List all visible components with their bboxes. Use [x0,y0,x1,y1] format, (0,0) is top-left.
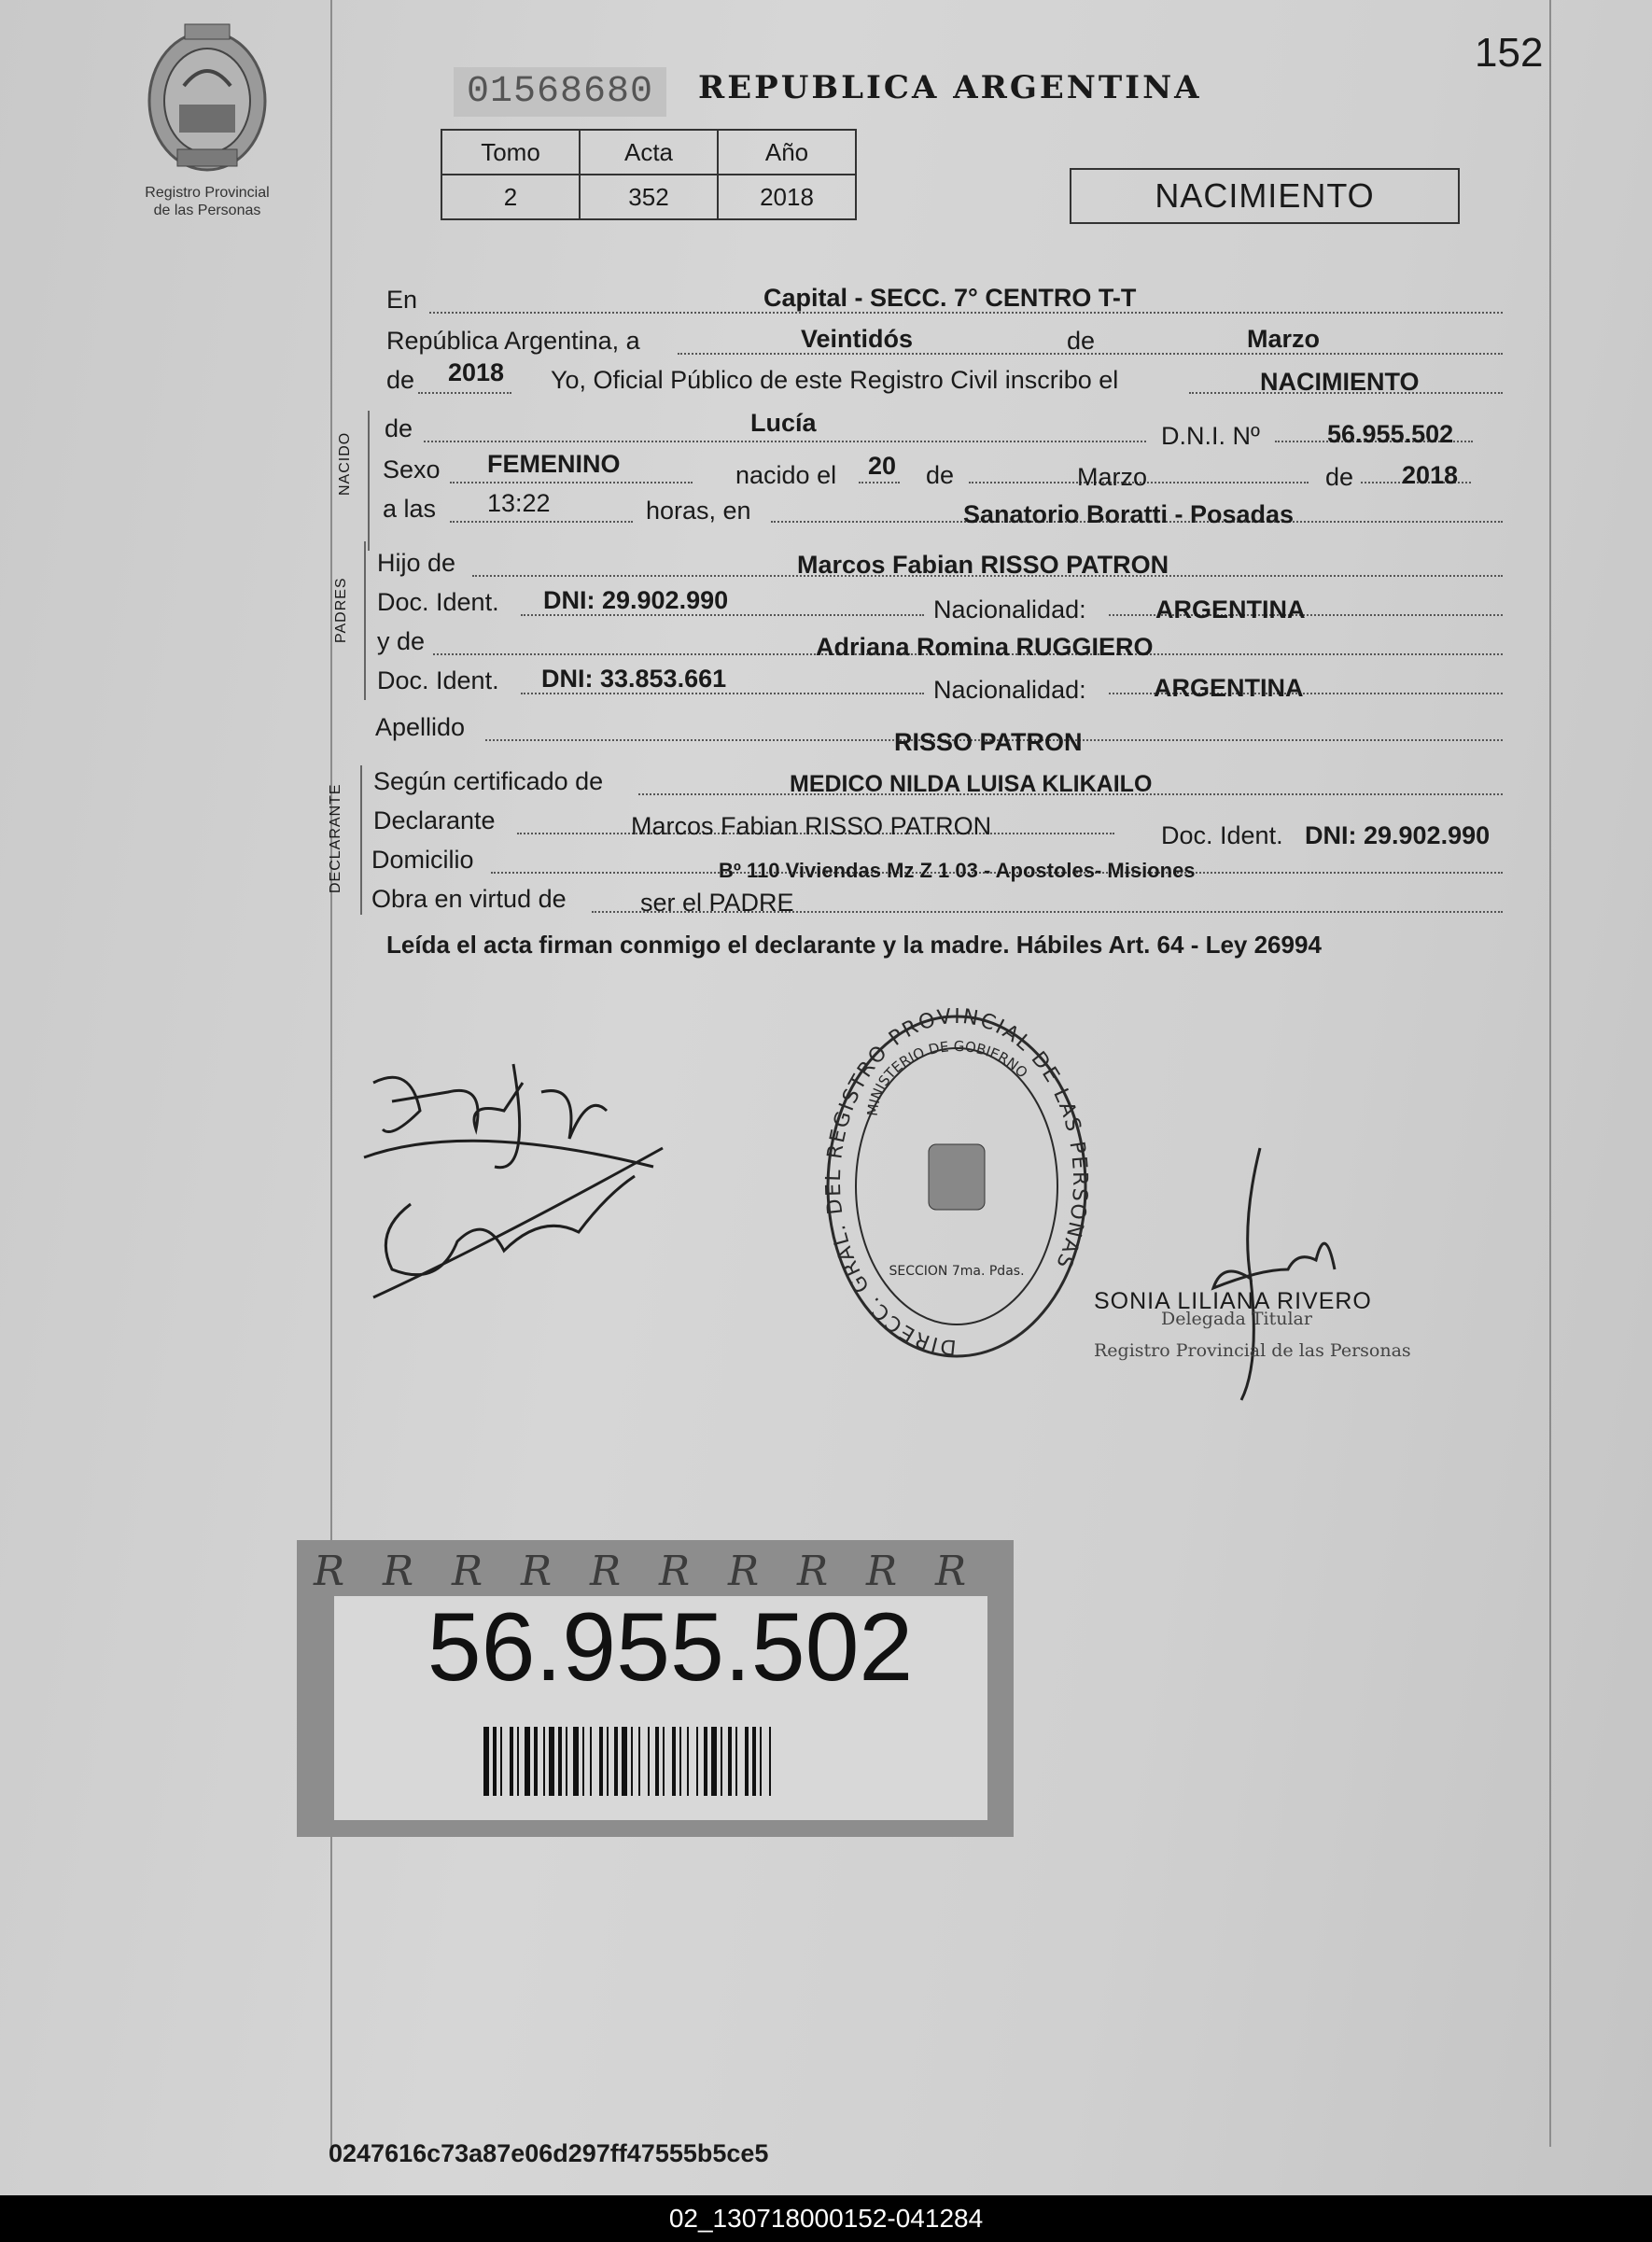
month: Marzo [1247,325,1321,353]
barcode-bar [549,1727,554,1796]
logo-caption [133,184,282,219]
barcode-bar [663,1727,665,1796]
register-table [441,129,857,220]
birth-month: Marzo [1077,463,1148,491]
barcode-bar [711,1727,717,1796]
register-table-header [441,130,856,175]
sticker-pattern-letter: R [383,1548,414,1595]
event: NACIMIENTO [1260,368,1420,396]
sticker-pattern-letter: R [935,1548,967,1595]
republica-label: República Argentina, a [386,327,640,355]
dotted-line [859,482,900,483]
child-dni: 56.955.502 [1327,420,1454,448]
barcode-bar [599,1727,603,1796]
nacido-label: nacido el [735,461,837,489]
barcode-bar [510,1727,513,1796]
record-type-box: NACIMIENTO [1070,168,1460,224]
dotted-line [424,441,1146,442]
barcode-bar [622,1727,627,1796]
seal-outer-text: DIRECC. GRAL. DEL REGISTRO PROVINCIAL DE LAS PERSONAS [821,1004,1092,1359]
sticker-graphic [297,1540,1014,1837]
seal-inner-text: MINISTERIO DE GOBIERNO [863,1037,1031,1117]
barcode-bar [517,1727,519,1796]
yde-label: y de [377,627,426,655]
coat-of-arms-icon [133,19,282,179]
official-seal [821,1004,1092,1368]
barcode-bar [704,1727,707,1796]
row-inscripcion [381,358,1510,399]
right-margin-line [1549,0,1551,2147]
officer-office: Registro Provincial de las Personas [1094,1340,1411,1361]
seal-emblem-icon [929,1144,985,1210]
barcode-bar [483,1727,489,1796]
de-label: de [1067,327,1096,355]
dni-label: D.N.I. Nº [1161,422,1260,450]
declarant-signature [355,1027,672,1307]
birth-de-label: de [926,461,955,489]
barcode-bar [687,1727,689,1796]
apellido-value: RISSO PATRON [894,728,1083,756]
registry-logo [133,19,282,219]
cert-value: MEDICO NILDA LUISA KLIKAILO [790,771,1153,797]
barcode-bar [543,1727,545,1796]
cert-label: Según certificado de [373,767,604,795]
section-label-padres: PADRES [333,577,349,643]
birth-time: 13:22 [487,489,551,517]
row-apellido [375,709,1510,756]
row-madre [377,624,1510,661]
name-de-label: de [385,414,413,442]
barcode-bar [582,1727,584,1796]
closing-statement: Leída el acta firman conmigo el declarante y la madre. Hábiles Art. 64 - Ley 26994 [386,931,1322,959]
register-table-values [441,175,856,219]
father-name: Marcos Fabian RISSO PATRON [797,551,1169,579]
barcode-bar [607,1727,609,1796]
row-obra [371,881,1510,918]
year-de-label: de [386,366,415,394]
barcode-bar [769,1727,771,1796]
sexo-value: FEMENINO [487,450,621,478]
barcode-bar [745,1727,749,1796]
row-en [381,282,1510,319]
seal-section-text: SECCION 7ma. Pdas. [889,1264,1025,1279]
section-label-declarante: DECLARANTE [328,783,343,893]
barcode-bar [590,1727,592,1796]
section-label-nacido: NACIDO [337,431,353,496]
barcode-bar [648,1727,650,1796]
father-doc-label: Doc. Ident. [377,588,499,616]
barcode-bar [728,1727,732,1796]
mother-doc-label: Doc. Ident. [377,666,499,694]
barcode-bar [534,1727,538,1796]
country-title: REPUBLICA ARGENTINA [698,69,1202,106]
birth-year: 2018 [1402,461,1459,489]
barcode-bar [752,1727,756,1796]
barcode-bar [500,1727,502,1796]
officer-text: Yo, Oficial Público de este Registro Civil inscribo el [551,366,1119,394]
dotted-line [418,392,511,394]
sticker-number: 56.955.502 [427,1593,914,1702]
barcode-bar [760,1727,762,1796]
section-rule-nacido [368,411,370,551]
row-sexo [381,452,1510,489]
barcode-bar [525,1727,530,1796]
page-number: 152 [1475,30,1544,76]
child-name: Lucía [750,409,817,437]
barcode-bar [558,1727,562,1796]
year: 2018 [448,358,505,386]
sticker-pattern-letter: R [866,1548,898,1595]
barcode-bar [735,1727,737,1796]
tomo-value: 2 [441,175,580,219]
alas-label: a las [383,495,437,523]
dni-sticker [297,1540,1014,1837]
father-doc: DNI: 29.902.990 [543,586,729,614]
logo-caption-line-1: Registro Provincial [145,185,270,201]
row-hora [381,491,1510,528]
mother-nationality: ARGENTINA [1154,674,1304,702]
mother-doc: DNI: 33.853.661 [541,665,727,693]
horas-label: horas, en [646,497,751,525]
barcode-bar [696,1727,698,1796]
section-rule-declarante [360,765,362,915]
barcode-bar [721,1727,722,1796]
barcode-bar [631,1727,633,1796]
row-doc-madre [377,663,1510,704]
row-padre [377,545,1510,582]
domicilio-value: Bº 110 Viviendas Mz Z 1 03 - Apostoles- Misiones [719,859,1196,882]
row-nombre [381,411,1510,448]
sticker-pattern-letter: R [314,1548,345,1595]
sticker-pattern-letter: R [590,1548,622,1595]
barcode-bar [566,1727,567,1796]
logo-caption-line-2: de las Personas [153,203,261,218]
decl-doc-label: Doc. Ident. [1161,821,1283,849]
registry-office: Capital - SECC. 7° CENTRO T-T [763,284,1137,312]
obra-label: Obra en virtud de [371,885,567,913]
section-rule-padres [364,541,366,700]
sticker-pattern-letter: R [521,1548,553,1595]
birth-year-label: de [1325,463,1354,491]
barcode-bar [573,1727,579,1796]
sticker-pattern-letter: R [452,1548,483,1595]
barcode-bar [638,1727,640,1796]
birth-place: Sanatorio Boratti - Posadas [963,500,1295,528]
declarante-name: Marcos Fabian RISSO PATRON [631,812,992,840]
barcode-bar [493,1727,497,1796]
serial-number: 01568680 [454,67,666,117]
day-words: Veintidós [801,325,914,353]
barcode-bar [672,1727,676,1796]
ano-header: Año [718,130,856,175]
row-doc-padre [377,584,1510,624]
sticker-pattern-letter: R [797,1548,829,1595]
father-nat-label: Nacionalidad: [933,596,1086,624]
dotted-line [450,521,633,523]
acta-header: Acta [580,130,718,175]
barcode-bar [614,1727,618,1796]
mother-nat-label: Nacionalidad: [933,676,1086,704]
document-hash: 0247616c73a87e06d297ff47555b5ce5 [329,2139,769,2167]
father-nationality: ARGENTINA [1155,596,1306,624]
mother-name: Adriana Romina RUGGIERO [816,633,1154,661]
ano-value: 2018 [718,175,856,219]
row-declarante [373,803,1510,849]
barcode-bar [679,1727,681,1796]
sticker-pattern-letter: R [728,1548,760,1595]
sticker-pattern-letter: R [659,1548,691,1595]
declarante-label: Declarante [373,806,496,834]
hijo-label: Hijo de [377,549,456,577]
row-fecha [381,323,1510,360]
row-domicilio [371,842,1510,882]
row-certificado [373,764,1510,801]
domicilio-label: Domicilio [371,846,474,874]
tomo-header: Tomo [441,130,580,175]
birth-day: 20 [868,452,897,480]
en-label: En [386,286,418,314]
officer-title: Delegada Titular [1161,1309,1312,1329]
dotted-line [450,482,693,483]
apellido-label: Apellido [375,713,466,741]
decl-doc: DNI: 29.902.990 [1305,821,1491,849]
barcode-bar [655,1727,659,1796]
file-id-bar: 02_130718000152-041284 [0,2195,1652,2242]
sexo-label: Sexo [383,455,441,483]
officer-signature [1185,1129,1372,1409]
acta-value: 352 [580,175,718,219]
officer-name: SONIA LILIANA RIVERO [1094,1288,1372,1314]
obra-value: ser el PADRE [640,889,794,917]
